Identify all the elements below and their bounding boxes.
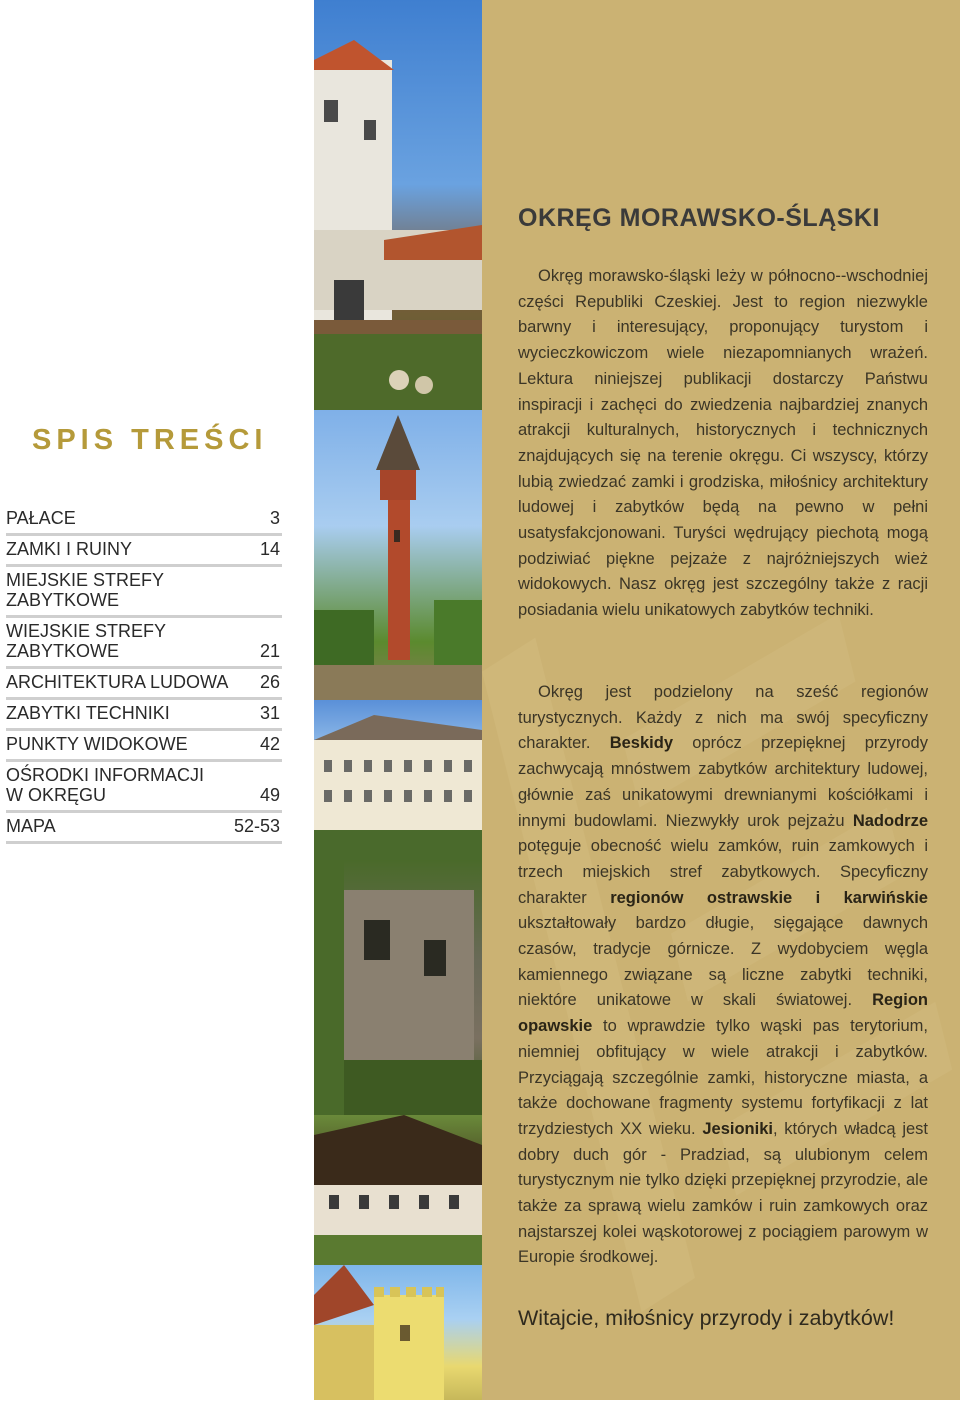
text-run: , których władcą jest dobry duch gór - Pradziad, są ulubionym celem turystycznym nie tylko dzięki przepięknej przyrodzie, ale także za sprawą wielu zamków i ruin zamkowych oraz najstarszej kolei wąskotorowej z pociągiem parowym w Europie środkowej. (518, 1119, 929, 1267)
toc-list (6, 505, 282, 844)
table-of-contents (0, 0, 312, 1400)
toc-item-page: 52-53 (233, 816, 280, 836)
article-panel (482, 0, 960, 1400)
regions-paragraph (518, 680, 928, 1271)
toc-item-label: ZABYTKI TECHNIKI (6, 703, 170, 723)
toc-item-map[interactable] (6, 813, 282, 844)
toc-item-info-centers[interactable] (6, 762, 282, 813)
text-run: ukształtowały bardzo długie, sięgające dawnych czasów, tradycje górnicze. Z wydobyciem węgla kamiennego związane są liczne zabytki techniki, niektóre unikatowe w skali światowej. (518, 914, 928, 1010)
closing-line: Witajcie, miłośnicy przyrody i zabytków! (518, 1306, 895, 1330)
article-heading: OKRĘG MORAWSKO-ŚLĄSKI (518, 204, 880, 232)
toc-item-label: ZAMKI I RUINY (6, 539, 133, 559)
toc-title: SPIS TREŚCI (32, 424, 268, 456)
intro-paragraph: Okręg morawsko-śląski leży w północno--wschodniej części Republiki Czeskiej. Jest to region niezwykle barwny i interesujący, proponujący turystom i wycieczkowiczom wiele niezapomnianych wrażeń. Lektura niniejszej publikacji dostarczy Państwu inspiracji i zachęci do zwiedzenia najbardziej znanych atrakcji kulturalnych, historycznych i technicznych znajdujących się na terenie okręgu. Ci wszyscy, którzy lubią zwiedzać zamki i grodziska, miłośnicy architektury ludowej i zabytków będą na pewno w pełni usatysfakcjonowani. Turyści wędrujący piechotą mogą podziwiać piękne pejzaże z najróżniejszych wież widokowych. Nasz okręg jest szczególny także z racji posiadania wielu unikatowych zabytków techniki. (518, 267, 928, 620)
photo-castle-ruins-image (314, 860, 482, 1115)
toc-item-page: 26 (259, 672, 280, 692)
toc-item-page: 31 (259, 703, 280, 723)
toc-item-urban-zones[interactable] (6, 567, 282, 618)
photo-yellow-tower (314, 1265, 482, 1400)
toc-item-viewpoints[interactable] (6, 731, 282, 762)
bold-region-name: Region opawskie (518, 991, 928, 1036)
toc-item-page: 42 (259, 734, 280, 754)
photo-castle-ruins (314, 860, 482, 1115)
text-run: potęguje obecność wielu zamków, ruin zamkowych i trzech miejskich stref zabytkowych. Specyficzny charakter (518, 837, 928, 907)
toc-item-label: MIEJSKIE STREFY ZABYTKOWE (6, 570, 165, 610)
toc-item-label: WIEJSKIE STREFY ZABYTKOWE (6, 621, 167, 661)
toc-item-technical-monuments[interactable] (6, 700, 282, 731)
toc-item-label: MAPA (6, 816, 56, 836)
photo-yellow-tower-image (314, 1265, 482, 1400)
text-run: to wprawdzie tylko wąski pas terytorium, niemniej obfitujący w wiele atrakcji i zabytków. Przyciągają szczególnie zamki, historyczne miasta, a także dochowane fragmenty systemu fortyfikacji z lat trzydziestych XX wieku. (518, 1017, 928, 1138)
toc-item-castles[interactable] (6, 536, 282, 567)
photo-timber-house (314, 1115, 482, 1265)
toc-item-page: 3 (269, 508, 280, 528)
toc-item-label: PUNKTY WIDOKOWE (6, 734, 188, 754)
toc-item-page: 14 (259, 539, 280, 559)
toc-item-palaces[interactable] (6, 505, 282, 536)
bold-region-name: regionów ostrawskie i karwińskie (610, 888, 928, 907)
text-run: Okręg jest podzielony na sześć regionów turystycznych. Każdy z nich ma swój specyficzny charakter. (518, 683, 928, 753)
bold-region-name: Beskidy (609, 734, 674, 753)
toc-item-label: OŚRODKI INFORMACJI W OKRĘGU (6, 765, 205, 805)
photo-castle-courtyard-image (314, 0, 482, 410)
bold-region-name: Nadodrze (852, 811, 928, 830)
toc-item-page: 21 (259, 641, 280, 661)
text-run: oprócz przepięknej przyrody zachwycają mnóstwem zabytków architektury ludowej, głównie zaś unikatowymi drewnianymi kościółkami i innymi budowlami. Niezwykły urok pejzażu (518, 734, 928, 830)
toc-item-folk-architecture[interactable] (6, 669, 282, 700)
photo-timber-house-image (314, 1115, 482, 1265)
toc-item-label: ARCHITEKTURA LUDOWA (6, 672, 229, 692)
photo-castle-courtyard (314, 0, 482, 410)
toc-item-rural-zones[interactable] (6, 618, 282, 669)
toc-item-page: 49 (259, 785, 280, 805)
bold-region-name: Jesioniki (702, 1119, 773, 1138)
toc-item-label: PAŁACE (6, 508, 76, 528)
